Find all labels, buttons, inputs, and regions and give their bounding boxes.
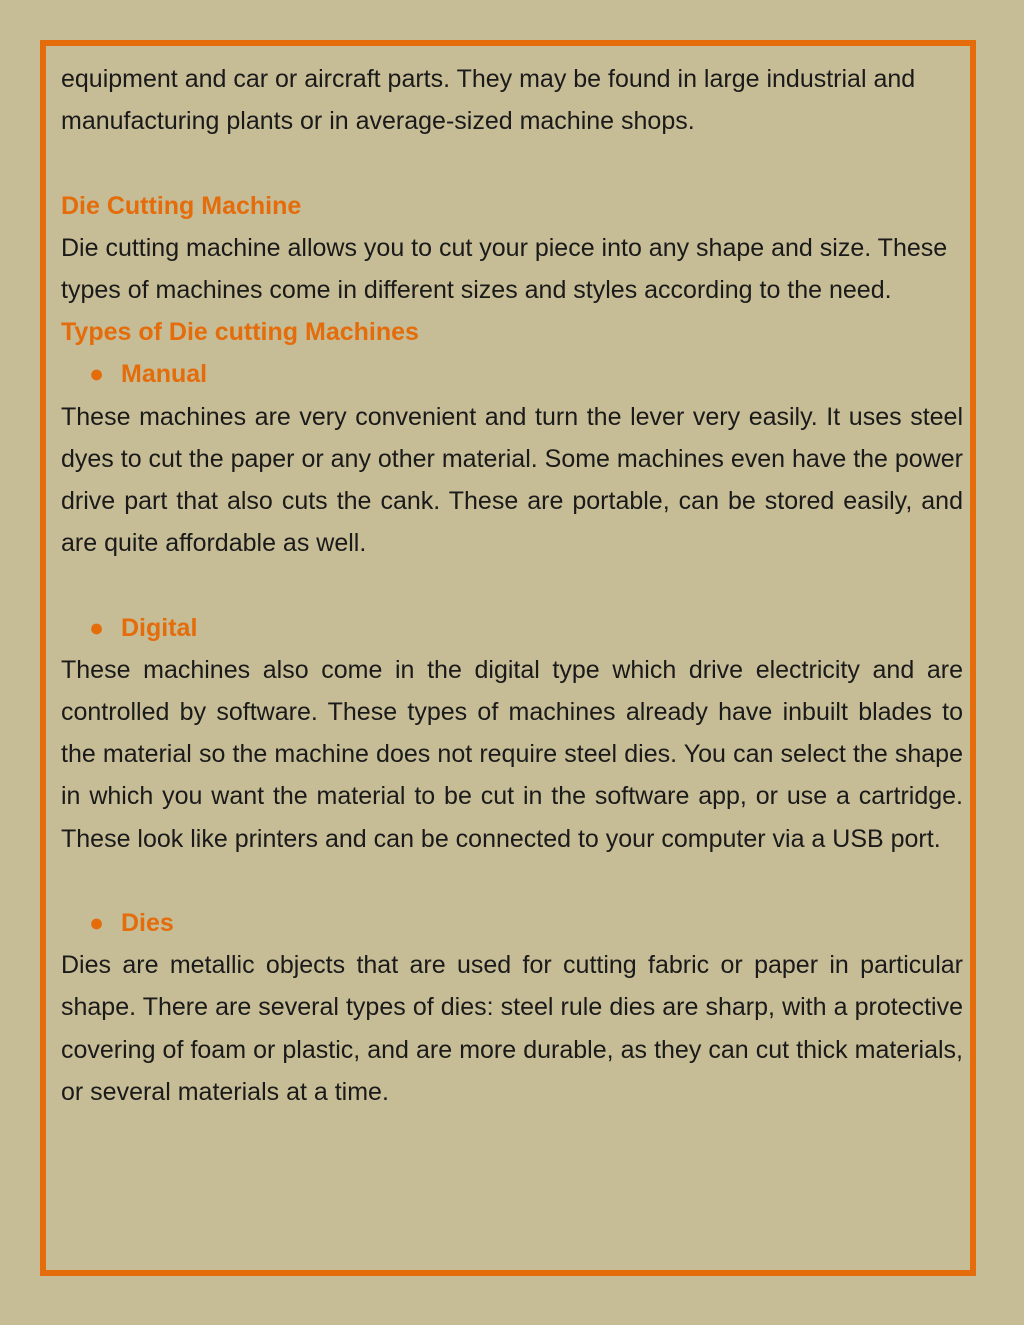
manual-paragraph: These machines are very convenient and turn the lever very easily. It uses steel dyes to cut the paper or any other material. Some machines even have the power drive part that also cuts the cank. These are portable, can be stored easily, and are quite affordable as well.	[61, 402, 963, 558]
bullet-dies	[61, 902, 963, 944]
digital-paragraph: These machines also come in the digital type which drive electricity and are controlled by software. These types of machines already have inbuilt blades to the material so the machine does not require steel dies. You can select the shape in which you want the material to be cut in the software app, or use a cartridge. These look like printers and can be connected to your computer via a USB port.	[61, 655, 963, 853]
dies-paragraph: Dies are metallic objects that are used for cutting fabric or paper in particular shape. There are several types of dies: steel rule dies are sharp, with a protective covering of foam or plastic, and are more durable, as they can cut thick materials, or several materials at a time.	[61, 951, 963, 1106]
spacer	[61, 860, 963, 902]
types-heading: Types of Die cutting Machines	[61, 318, 419, 347]
die-cutting-heading: Die Cutting Machine	[61, 191, 302, 220]
spacer	[61, 142, 963, 184]
bullet-digital	[61, 607, 963, 649]
bullet-manual	[61, 353, 963, 395]
bullet-dot-icon: ●	[89, 360, 105, 389]
die-cutting-paragraph: Die cutting machine allows you to cut your piece into any shape and size. These types of machines come in different sizes and styles according to the need.	[61, 233, 948, 304]
bullet-dot-icon: ●	[89, 613, 105, 642]
spacer	[61, 564, 963, 606]
bullet-manual-label: Manual	[121, 360, 208, 389]
bullet-dies-label: Dies	[121, 909, 174, 938]
bullet-dot-icon: ●	[89, 909, 105, 938]
bullet-digital-label: Digital	[121, 613, 198, 642]
intro-paragraph: equipment and car or aircraft parts. They may be found in large industrial and manufacturing plants or in average-sized machine shops.	[61, 65, 916, 136]
document-body	[61, 58, 963, 1113]
